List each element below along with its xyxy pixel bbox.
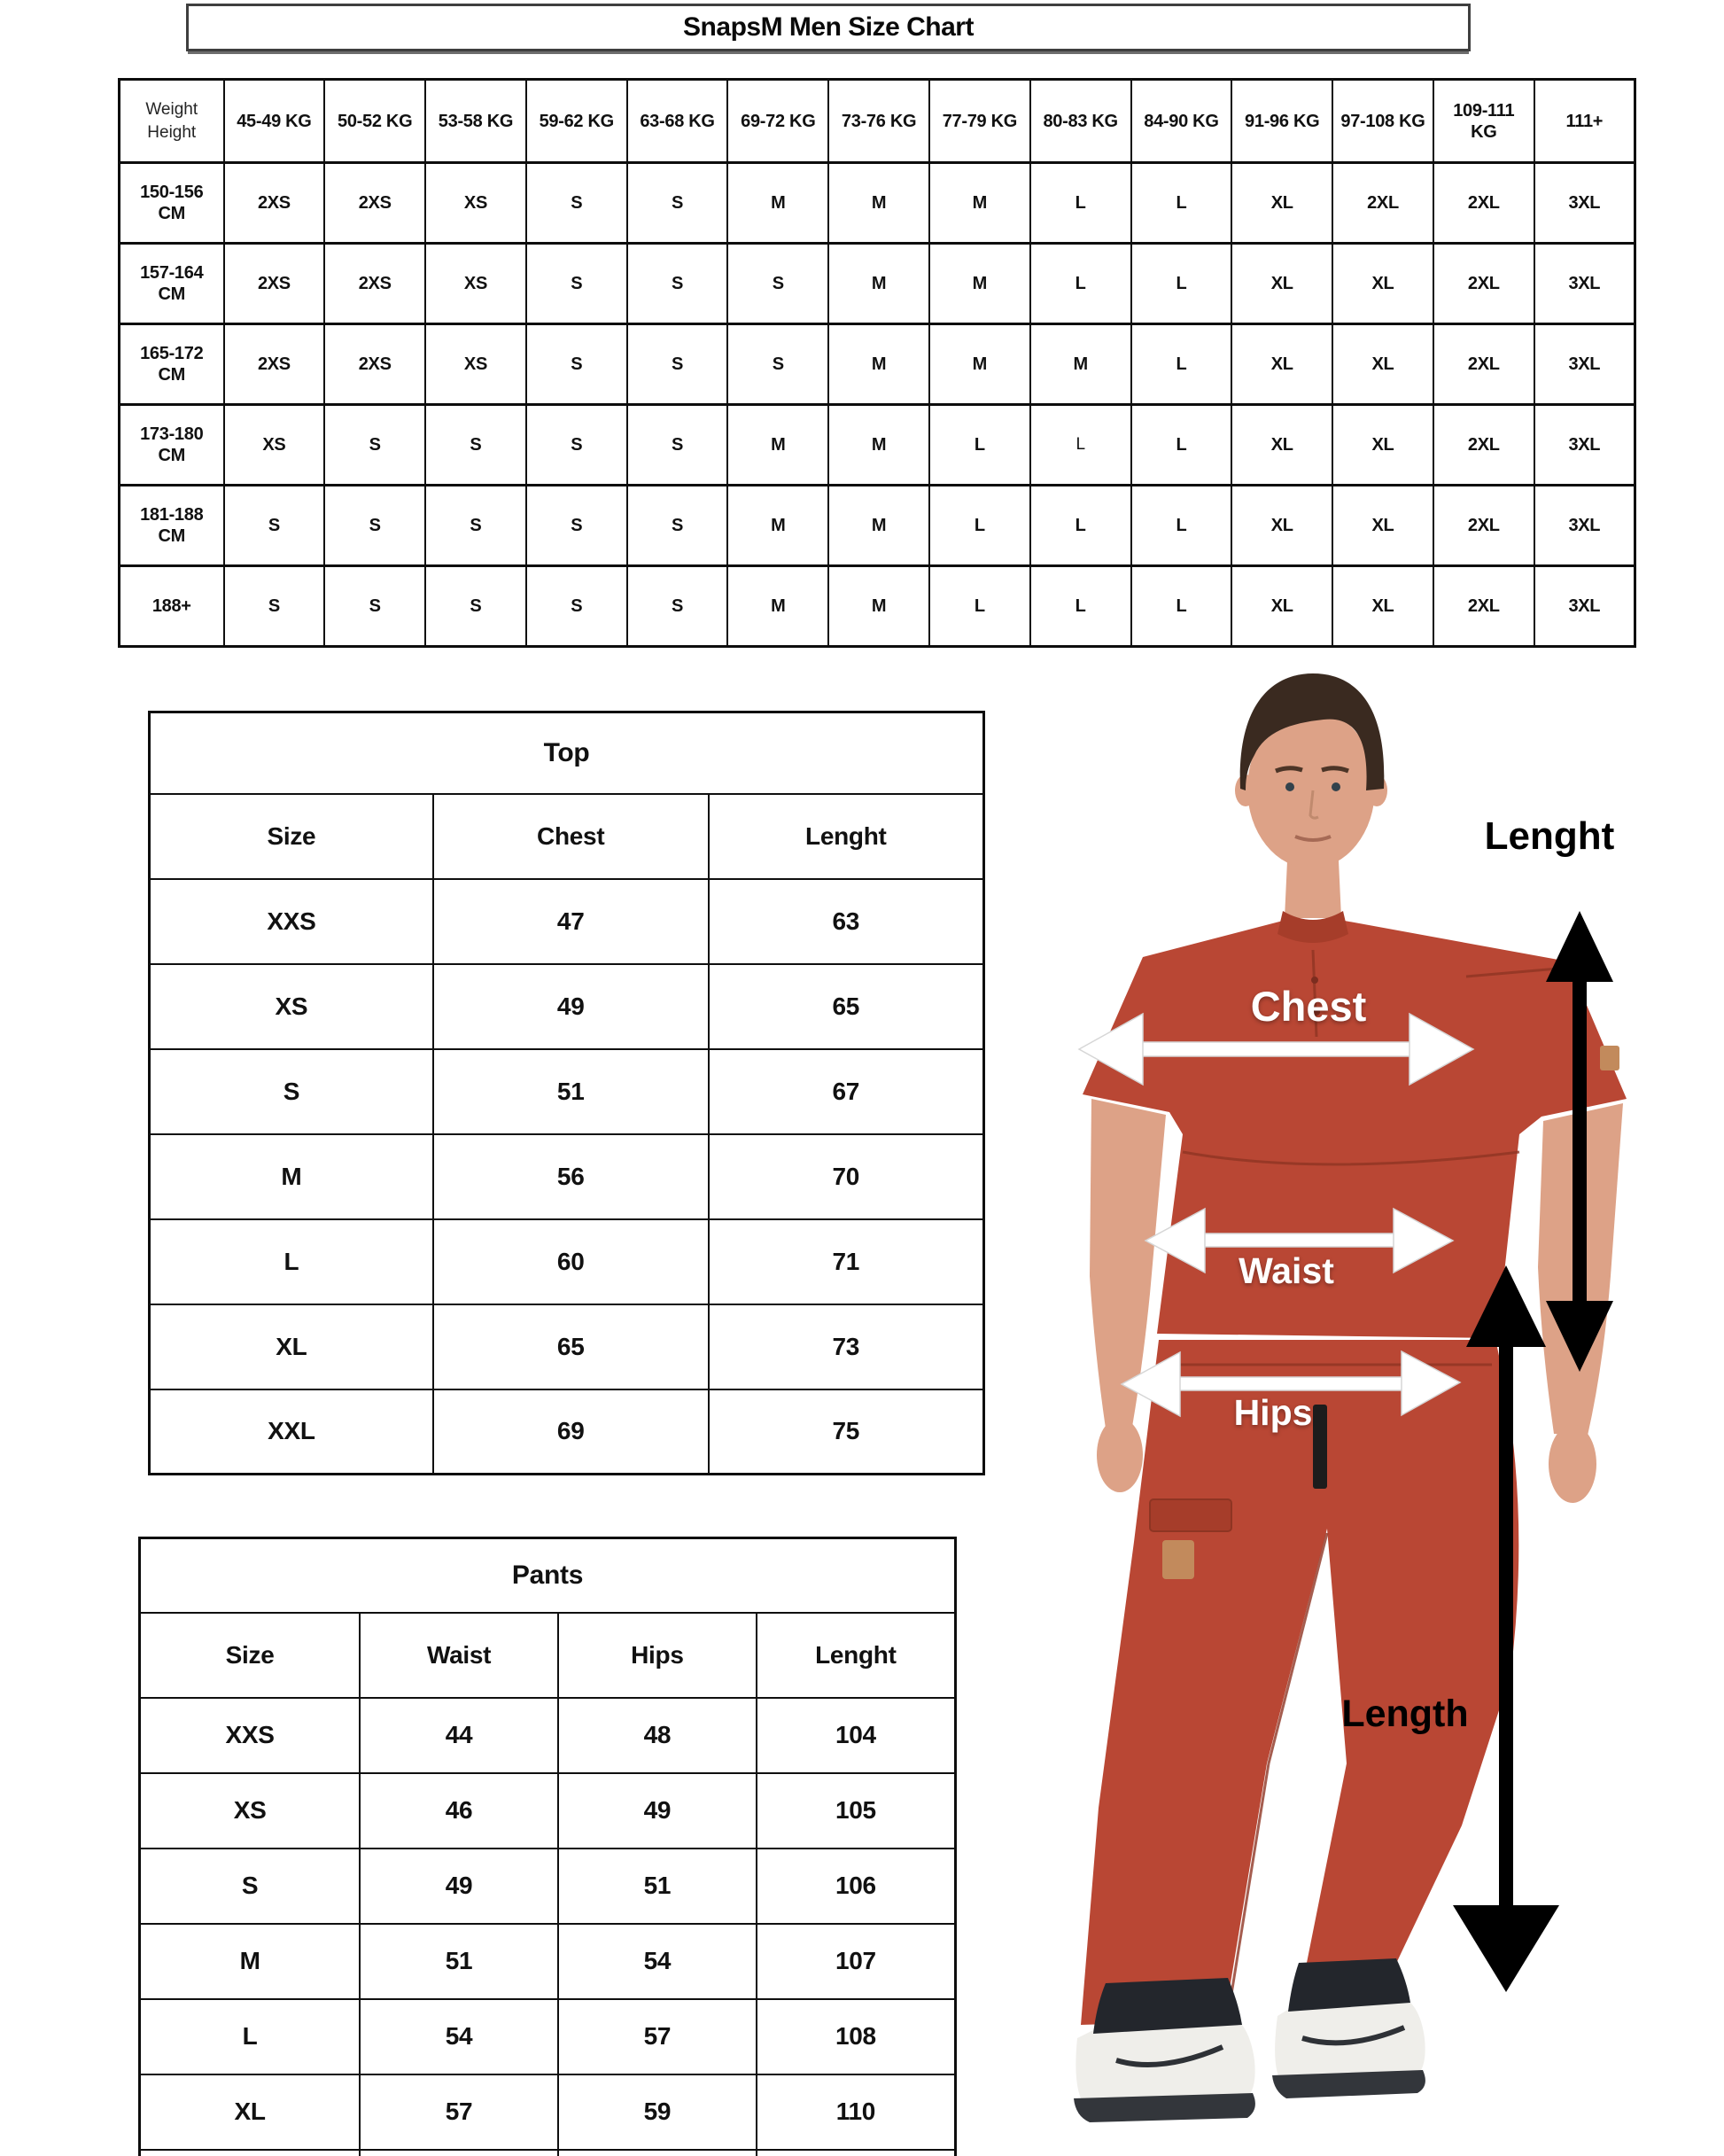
top-table-cell: 60: [433, 1219, 709, 1304]
size-cell: XL: [1332, 405, 1433, 486]
size-cell: XL: [1231, 486, 1332, 566]
size-cell: S: [627, 324, 728, 405]
size-cell: XL: [1231, 163, 1332, 244]
size-cell: S: [727, 244, 828, 324]
pants-table-cell: L: [140, 1999, 361, 2074]
pants-table-cell: 49: [360, 1849, 558, 1924]
top-table-title: Top: [150, 712, 984, 794]
top-size-table: [148, 711, 985, 1475]
height-label-cell: 150-156 CM: [120, 163, 224, 244]
size-cell: S: [526, 324, 627, 405]
size-cell: XS: [425, 244, 526, 324]
height-label-cell: 188+: [120, 566, 224, 647]
size-cell: L: [1030, 566, 1131, 647]
top-table-row: [150, 879, 984, 964]
size-cell: 2XS: [224, 244, 325, 324]
weight-height-corner-cell: Weight Height: [120, 80, 224, 163]
size-cell: L: [1030, 163, 1131, 244]
size-cell: XS: [425, 324, 526, 405]
top-table-cell: 65: [709, 964, 984, 1049]
size-cell: L: [1030, 405, 1131, 486]
weight-header-cell: 84-90 KG: [1131, 80, 1232, 163]
pants-table-cell: 105: [757, 1773, 956, 1849]
size-cell: 2XL: [1433, 163, 1534, 244]
size-cell: S: [526, 486, 627, 566]
size-cell: L: [1131, 163, 1232, 244]
weight-header-cell: 109-111 KG: [1433, 80, 1534, 163]
top-table-cell: XL: [150, 1304, 433, 1389]
model-figure: [1001, 656, 1724, 2156]
pants-table-header-cell: Size: [140, 1613, 361, 1698]
pants-table-cell: 54: [558, 1924, 757, 1999]
size-cell: XL: [1231, 566, 1332, 647]
size-table-row: [120, 163, 1635, 244]
top-table-header-cell: Lenght: [709, 794, 984, 879]
size-cell: S: [324, 566, 425, 647]
top-table-cell: 56: [433, 1134, 709, 1219]
size-cell: M: [828, 324, 929, 405]
size-cell: 2XL: [1433, 244, 1534, 324]
size-cell: 2XL: [1332, 163, 1433, 244]
weight-height-size-table: [118, 78, 1636, 648]
pants-table-cell: 46: [360, 1773, 558, 1849]
size-cell: M: [727, 486, 828, 566]
size-cell: L: [1131, 486, 1232, 566]
weight-header-cell: 73-76 KG: [828, 80, 929, 163]
size-cell: XS: [224, 405, 325, 486]
pants-table-cell: 49: [558, 1773, 757, 1849]
weight-header-cell: 59-62 KG: [526, 80, 627, 163]
pants-size-table: [138, 1537, 957, 2156]
size-cell: 2XS: [324, 324, 425, 405]
pants-table-cell: [360, 2150, 558, 2156]
size-cell: 3XL: [1534, 566, 1635, 647]
size-cell: S: [425, 566, 526, 647]
pants-table-cell: M: [140, 1924, 361, 1999]
size-cell: 3XL: [1534, 244, 1635, 324]
pants-table-cell: 106: [757, 1849, 956, 1924]
size-cell: L: [929, 486, 1030, 566]
size-table-row: [120, 405, 1635, 486]
weight-header-cell: 111+: [1534, 80, 1635, 163]
size-cell: S: [627, 566, 728, 647]
size-cell: M: [828, 566, 929, 647]
pants-table-cell: 59: [558, 2074, 757, 2150]
sleeve-brand-tag: [1600, 1046, 1619, 1070]
weight-header-cell: 97-108 KG: [1332, 80, 1433, 163]
size-cell: L: [1030, 486, 1131, 566]
pants-brand-label: [1162, 1540, 1194, 1579]
pants-table-header-cell: Lenght: [757, 1613, 956, 1698]
height-label-cell: 173-180 CM: [120, 405, 224, 486]
height-label-cell: 181-188 CM: [120, 486, 224, 566]
size-cell: XS: [425, 163, 526, 244]
size-cell: M: [828, 405, 929, 486]
size-cell: S: [627, 405, 728, 486]
size-cell: 3XL: [1534, 163, 1635, 244]
size-cell: 3XL: [1534, 486, 1635, 566]
size-cell: 3XL: [1534, 324, 1635, 405]
pants-table-cell: 104: [757, 1698, 956, 1773]
pants-table-cell: [558, 2150, 757, 2156]
size-table-row: [120, 244, 1635, 324]
pants-table-cell: 54: [360, 1999, 558, 2074]
size-cell: XL: [1231, 244, 1332, 324]
top-length-label: Lenght: [1484, 814, 1615, 858]
size-cell: 2XS: [324, 244, 425, 324]
size-cell: 3XL: [1534, 405, 1635, 486]
top-table-cell: 51: [433, 1049, 709, 1134]
chest-label: Chest: [1250, 983, 1367, 1030]
size-cell: S: [324, 405, 425, 486]
top-table-cell: 75: [709, 1389, 984, 1475]
size-cell: L: [1131, 566, 1232, 647]
pants-table-row: [140, 1999, 956, 2074]
drawstring-tag: [1313, 1405, 1327, 1489]
pants-table-cell: 44: [360, 1698, 558, 1773]
top-table-header-cell: Chest: [433, 794, 709, 879]
weight-header-cell: 91-96 KG: [1231, 80, 1332, 163]
size-cell: L: [1131, 405, 1232, 486]
pants-table-row: [140, 1849, 956, 1924]
top-table-cell: 65: [433, 1304, 709, 1389]
pants-table-cell: 48: [558, 1698, 757, 1773]
pants-table-header-cell: Hips: [558, 1613, 757, 1698]
weight-header-cell: 45-49 KG: [224, 80, 325, 163]
top-table-cell: 70: [709, 1134, 984, 1219]
size-cell: S: [425, 405, 526, 486]
cargo-pocket-flap: [1150, 1499, 1231, 1531]
weight-header-cell: 50-52 KG: [324, 80, 425, 163]
pants-table-row: [140, 2074, 956, 2150]
size-cell: XL: [1231, 324, 1332, 405]
pants-table-cell: 57: [558, 1999, 757, 2074]
size-cell: M: [828, 244, 929, 324]
size-cell: XL: [1332, 486, 1433, 566]
size-cell: 2XL: [1433, 405, 1534, 486]
size-cell: L: [929, 405, 1030, 486]
height-label-cell: 157-164 CM: [120, 244, 224, 324]
size-cell: S: [425, 486, 526, 566]
size-cell: S: [526, 566, 627, 647]
size-cell: 2XS: [324, 163, 425, 244]
scrub-pants: [1081, 1340, 1518, 2025]
size-cell: M: [828, 486, 929, 566]
pants-table-cell: XL: [140, 2074, 361, 2150]
size-cell: S: [627, 244, 728, 324]
pants-table-header-cell: Waist: [360, 1613, 558, 1698]
right-eye: [1332, 782, 1340, 791]
size-cell: M: [828, 163, 929, 244]
top-table-header-cell: Size: [150, 794, 433, 879]
size-cell: L: [1131, 324, 1232, 405]
waist-label: Waist: [1239, 1250, 1334, 1291]
size-cell: M: [929, 324, 1030, 405]
top-table-cell: M: [150, 1134, 433, 1219]
page-title: [186, 4, 1471, 51]
top-table-row: [150, 1219, 984, 1304]
pants-table-partial-row: [140, 2150, 956, 2156]
right-shoe: [1272, 1958, 1425, 2098]
size-cell: S: [627, 163, 728, 244]
weight-header-cell: 80-83 KG: [1030, 80, 1131, 163]
left-hand: [1097, 1418, 1143, 1492]
pants-table-cell: XXS: [140, 1698, 361, 1773]
size-cell: 2XL: [1433, 566, 1534, 647]
size-cell: M: [727, 566, 828, 647]
pants-table-cell: S: [140, 1849, 361, 1924]
top-table-row: [150, 1134, 984, 1219]
pants-table-row: [140, 1924, 956, 1999]
left-eye: [1285, 782, 1294, 791]
size-cell: M: [929, 163, 1030, 244]
top-table-cell: XXL: [150, 1389, 433, 1475]
size-cell: M: [1030, 324, 1131, 405]
top-table-cell: 63: [709, 879, 984, 964]
weight-header-cell: 53-58 KG: [425, 80, 526, 163]
weight-header-cell: 77-79 KG: [929, 80, 1030, 163]
left-shoe: [1074, 1978, 1255, 2122]
pants-length-label: Length: [1341, 1693, 1469, 1735]
top-table-row: [150, 964, 984, 1049]
size-cell: L: [1030, 244, 1131, 324]
top-table-cell: XXS: [150, 879, 433, 964]
height-label-cell: 165-172 CM: [120, 324, 224, 405]
weight-header-cell: 69-72 KG: [727, 80, 828, 163]
pants-table-row: [140, 1698, 956, 1773]
top-table-cell: 47: [433, 879, 709, 964]
right-hand: [1549, 1425, 1596, 1503]
top-table-cell: 71: [709, 1219, 984, 1304]
pants-table-cell: 51: [360, 1924, 558, 1999]
size-cell: S: [526, 405, 627, 486]
size-cell: L: [929, 566, 1030, 647]
size-cell: XL: [1231, 405, 1332, 486]
pants-table-cell: 110: [757, 2074, 956, 2150]
pants-table-cell: 57: [360, 2074, 558, 2150]
pants-table-title: Pants: [140, 1538, 956, 1613]
size-cell: S: [627, 486, 728, 566]
pants-table-cell: XS: [140, 1773, 361, 1849]
size-cell: 2XS: [224, 324, 325, 405]
pants-table-row: [140, 1773, 956, 1849]
size-cell: S: [324, 486, 425, 566]
top-table-row: [150, 1389, 984, 1475]
weight-header-cell: 63-68 KG: [627, 80, 728, 163]
size-table-row: [120, 324, 1635, 405]
pants-table-cell: 108: [757, 1999, 956, 2074]
size-cell: XL: [1332, 244, 1433, 324]
top-table-cell: 69: [433, 1389, 709, 1475]
size-cell: S: [526, 163, 627, 244]
pants-table-cell: [140, 2150, 361, 2156]
top-table-cell: 73: [709, 1304, 984, 1389]
page-title-text: SnapsM Men Size Chart: [683, 12, 974, 42]
size-cell: 2XS: [224, 163, 325, 244]
top-table-cell: 49: [433, 964, 709, 1049]
size-cell: S: [727, 324, 828, 405]
pants-table-cell: 107: [757, 1924, 956, 1999]
size-cell: M: [727, 405, 828, 486]
size-cell: XL: [1332, 566, 1433, 647]
hips-label: Hips: [1233, 1392, 1313, 1433]
top-table-cell: XS: [150, 964, 433, 1049]
size-cell: M: [727, 163, 828, 244]
size-table-row: [120, 566, 1635, 647]
pants-table-cell: 51: [558, 1849, 757, 1924]
size-cell: M: [929, 244, 1030, 324]
top-table-row: [150, 1049, 984, 1134]
size-cell: XL: [1332, 324, 1433, 405]
top-table-row: [150, 1304, 984, 1389]
size-cell: 2XL: [1433, 324, 1534, 405]
top-table-cell: L: [150, 1219, 433, 1304]
size-cell: S: [526, 244, 627, 324]
pants-table-cell: [757, 2150, 956, 2156]
size-table-row: [120, 486, 1635, 566]
top-table-cell: S: [150, 1049, 433, 1134]
top-table-cell: 67: [709, 1049, 984, 1134]
size-cell: 2XL: [1433, 486, 1534, 566]
size-cell: L: [1131, 244, 1232, 324]
size-cell: S: [224, 486, 325, 566]
size-cell: S: [224, 566, 325, 647]
